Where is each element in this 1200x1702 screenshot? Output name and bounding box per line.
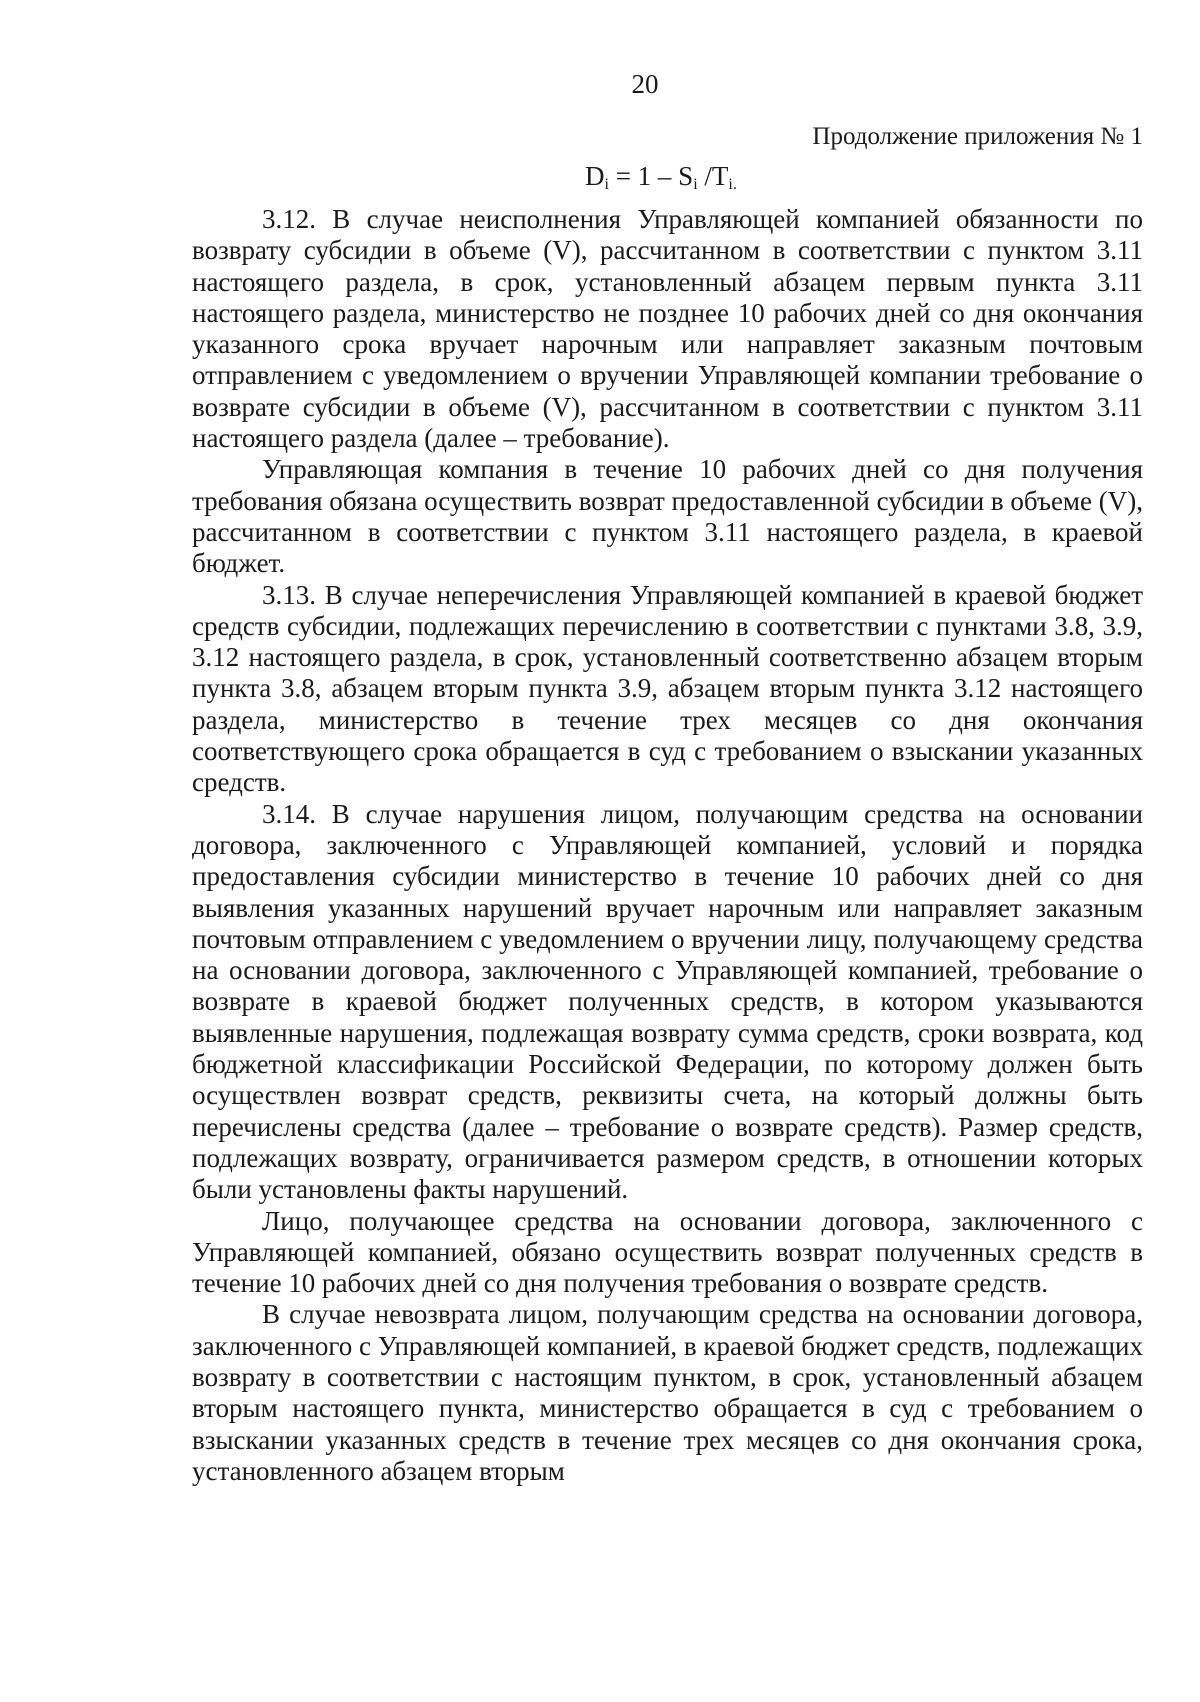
paragraph-3-14: 3.14. В случае нарушения лицом, получающим средства на основании договора, заключенного с Управляющей компанией, условий и порядка предоставления субсидии министерство в течение 10 рабочих дней со дня выявления указанных нарушений вручает нарочным или направляет заказным почтовым отправлением с уведомлением о вручении лицу, получающему средства на основании договора, заключенного с Управляющей компанией, требование о возврате в краевой бюджет полученных средств, в котором указываются выявленные нарушения, подлежащая возврату сумма средств, сроки возврата, код бюджетной классификации Российской Федерации, по которому должен быть осуществлен возврат средств, реквизиты счета, на который должны быть перечислены средства (далее – требование о возврате средств). Размер средств, подлежащих возврату, ограничивается размером средств, в отношении которых были установлены факты нарушений. [192, 798, 1143, 1205]
formula-slash: /T [697, 161, 729, 191]
paragraph-non-return: В случае невозврата лицом, получающим средства на основании договора, заключенного с Управляющей компанией, в краевой бюджет средств, подлежащих возврату в соответствии с настоящим пунктом, в срок, установленный абзацем вторым настоящего пункта, министерство обращается в суд с требованием о взыскании указанных средств в течение трех месяцев со дня окончания срока, установленного абзацем вторым [192, 1299, 1143, 1486]
appendix-continuation-note: Продолжение приложения № 1 [812, 123, 1143, 150]
paragraph-return-obligation: Управляющая компания в течение 10 рабочих дней со дня получения требования обязана осуществить возврат предоставленной субсидии в объеме (V), рассчитанном в соответствии с пунктом 3.11 настоящего раздела, в краевой бюджет. [192, 454, 1143, 579]
page-number: 20 [631, 69, 659, 99]
paragraph-recipient-return: Лицо, получающее средства на основании договора, заключенного с Управляющей компанией, обязано осуществить возврат полученных средств в течение 10 рабочих дней со дня получения требования о возврате средств. [192, 1205, 1143, 1299]
formula [585, 160, 737, 192]
formula-equals: = 1 – S [608, 161, 694, 191]
formula-s-subscript: i [693, 176, 698, 193]
paragraph-3-12: 3.12. В случае неисполнения Управляющей компанией обязанности по возврату субсидии в объеме (V), рассчитанном в соответствии с пунктом 3.11 настоящего раздела, в срок, установленный абзацем первым пункта 3.11 настоящего раздела, министерство не позднее 10 рабочих дней со дня окончания указанного срока вручает нарочным или направляет заказным почтовым отправлением с уведомлением о вручении Управляющей компании требование о возврате субсидии в объеме (V), рассчитанном в соответствии с пунктом 3.11 настоящего раздела (далее – требование). [192, 204, 1143, 454]
formula-t-subscript: i. [728, 176, 737, 193]
paragraph-3-13: 3.13. В случае неперечисления Управляющей компанией в краевой бюджет средств субсидии, подлежащих перечислению в соответствии с пунктами 3.8, 3.9, 3.12 настоящего раздела, в срок, установленный соответственно абзацем вторым пункта 3.8, абзацем вторым пункта 3.9, абзацем вторым пункта 3.12 настоящего раздела, министерство в течение трех месяцев со дня окончания соответствующего срока обращается в суд с требованием о взыскании указанных средств. [192, 579, 1143, 798]
document-body [192, 204, 1143, 1487]
formula-lhs: D [585, 161, 605, 191]
formula-lhs-subscript: i [604, 176, 609, 193]
